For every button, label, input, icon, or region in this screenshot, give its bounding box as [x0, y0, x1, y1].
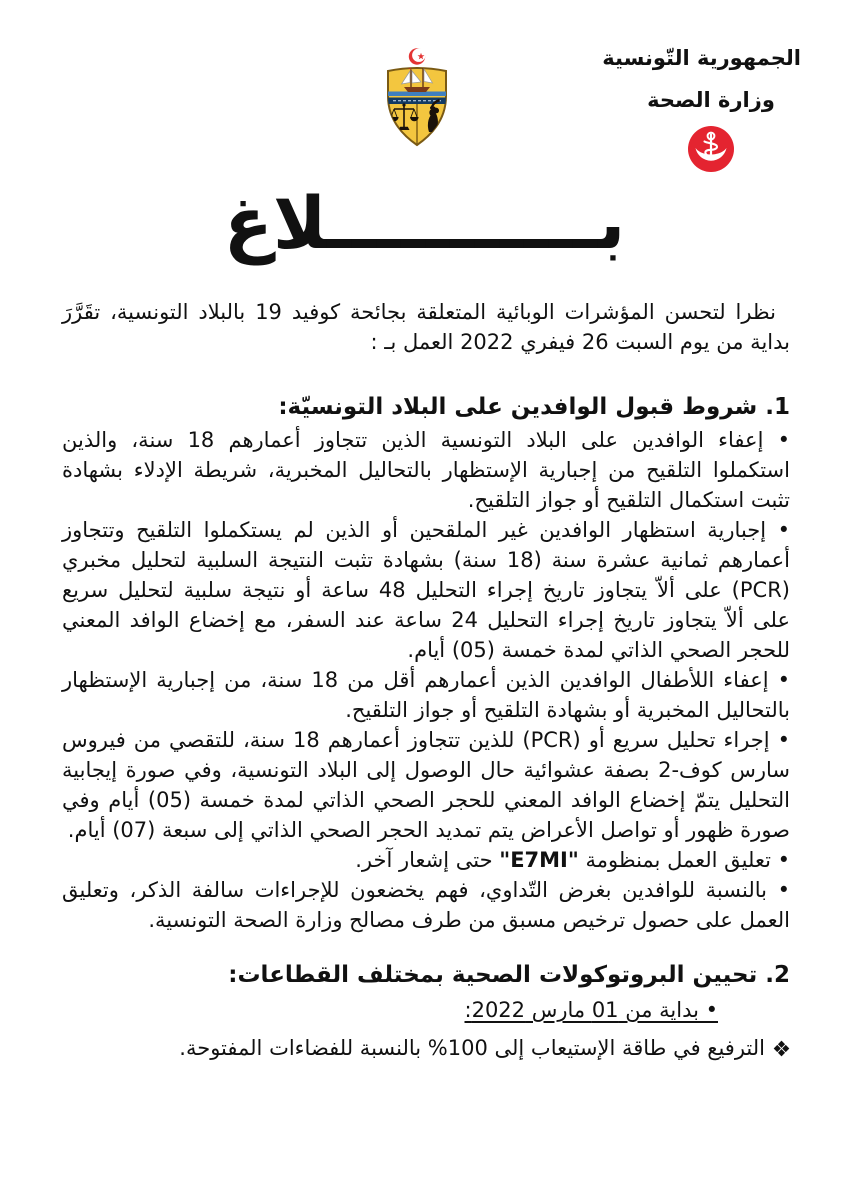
section1-heading: 1. شروط قبول الوافدين على البلاد التونسيّة: — [278, 394, 790, 420]
government-header — [602, 44, 801, 176]
bullet-item: • إجبارية استظهار الوافدين غير الملقحين أو الذين لم يستكملوا التلقيح وتتجاوز أعمارهم ثمانية عشرة سنة (18 سنة) بشهادة تثبت النتيجة السلبية لتحليل مخبري (PCR) على ألاّ يتجاوز تاريخ إجراء التحليل 48 ساعة أو نتيجة سلبية لتحليل سريع على ألاّ يتجاوز تاريخ إجراء التحليل 24 ساعة عند السفر، مع إخضاع الوافد المعني للحجر الصحي الذاتي لمدة خمسة (05) أيام. — [62, 518, 790, 662]
intro-paragraph: نظرا لتحسن المؤشرات الوبائية المتعلقة بجائحة كوفيد 19 بالبلاد التونسية، تقَرَّرَ بداية من يوم السبت 26 فيفري 2022 العمل بـ : — [62, 300, 790, 354]
republic-title: الجمهورية التّونسية — [602, 46, 801, 70]
ministry-title: وزارة الصحة — [647, 88, 775, 112]
document-title: بـــــــــــلاغ — [223, 181, 626, 265]
bullet-item: • إعفاء الوافدين على البلاد التونسية الذين تتجاوز أعمارهم 18 سنة، والذين استكملوا التلقيح من إجبارية الإستظهار بالتحاليل المخبرية، شريطة الإدلاء بشهادة تثبت استكمال التلقيح أو جواز التلقيح. — [62, 428, 790, 512]
bullet-item: • إجراء تحليل سريع أو (PCR) للذين تتجاوز أعمارهم 18 سنة، للتقصي من فيروس سارس كوف-2 بصفة عشوائية حال الوصول إلى البلاد التونسية، وفي صورة إيجابية التحليل يتمّ إخضاع الوافد المعني للحجر الصحي الذاتي لمدة خمسة (05) أيام وفي صورة ظهور أو تواصل الأعراض يتم تمديد الحجر الصحي الذاتي إلى سبعة (07) أيام. — [62, 728, 791, 842]
diamond-bullet-icon — [773, 1035, 790, 1065]
effective-date-line: • بداية من 01 مارس 2022: — [464, 998, 718, 1022]
bullet-item: • بالنسبة للوافدين بغرض التّداوي، فهم يخضعون للإجراءات سالفة الذكر، وتعليق العمل على حصول ترخيص مسبق من طرف مصالح وزارة الصحة التونسية. — [62, 878, 790, 932]
section2-heading: 2. تحيين البروتوكولات الصحية بمختلف القطاعات: — [228, 962, 790, 988]
bullet-item — [62, 845, 790, 875]
document-body — [62, 297, 790, 1065]
bullet-text-post: حتى إشعار آخر. — [355, 848, 500, 872]
bullet-item: • إعفاء اللأطفال الوافدين الذين أعمارهم أقل من 18 سنة، من إجبارية الإستظهار بالتحاليل المخبرية أو بشهادة التلقيح أو جواز التلقيح. — [62, 668, 791, 722]
bullet-text-pre: • تعليق العمل بمنظومة — [578, 848, 790, 872]
capacity-item — [62, 1033, 790, 1065]
tunisia-coat-of-arms-icon — [383, 46, 451, 152]
e7mi-system-name: "E7MI" — [499, 848, 579, 872]
capacity-item-text: الترفيع في طاقة الإستيعاب إلى 100% بالنسبة للفضاءات المفتوحة. — [179, 1036, 765, 1060]
